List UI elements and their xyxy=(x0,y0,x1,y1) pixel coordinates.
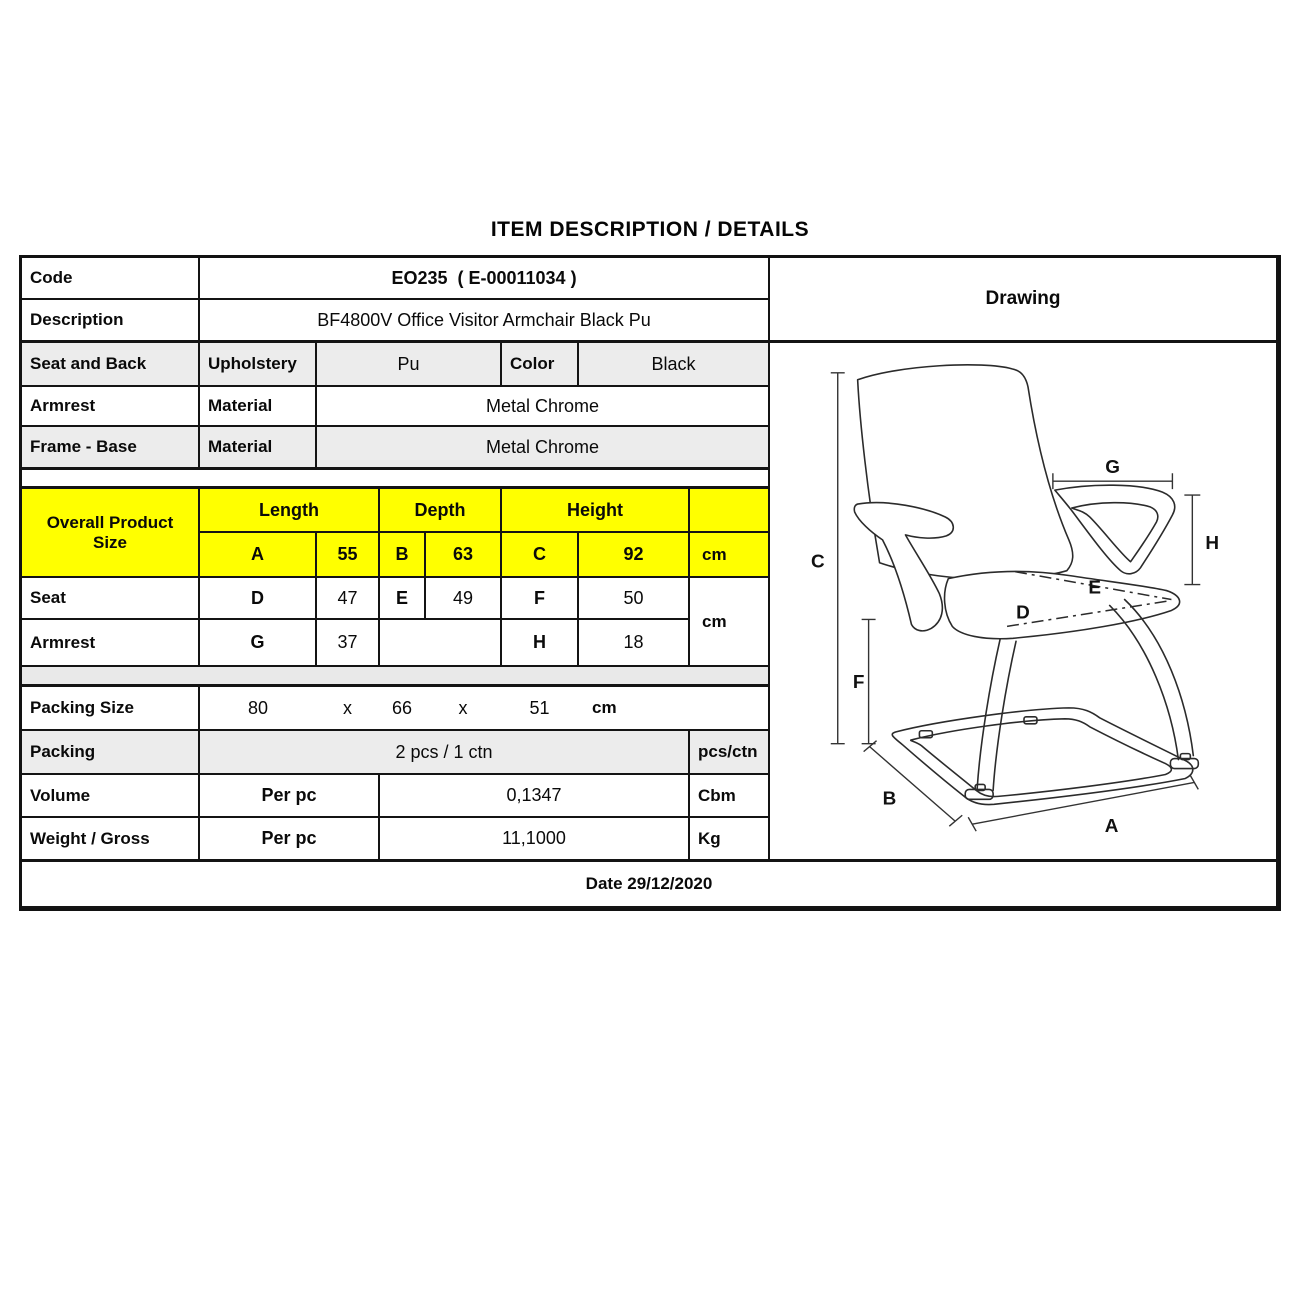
size-unit-header-cell xyxy=(690,489,770,533)
armrest-label: Armrest xyxy=(22,387,200,427)
page-title: ITEM DESCRIPTION / DETAILS xyxy=(490,218,810,241)
armrest-material-value: Metal Chrome xyxy=(317,387,770,427)
dim-line-h xyxy=(1184,495,1200,584)
packing-depth: 66 xyxy=(391,697,413,718)
packing-height: 51 xyxy=(529,697,550,718)
dim-e-value: 49 xyxy=(426,578,502,620)
spec-table xyxy=(19,255,1281,911)
volume-value: 0,1347 xyxy=(380,775,690,818)
weight-value: 11,1000 xyxy=(380,818,690,862)
drawing-label-b: B xyxy=(882,788,897,810)
dim-f-value: 50 xyxy=(579,578,690,620)
frame-base-label: Frame - Base xyxy=(22,427,200,470)
dim-g-value: 37 xyxy=(317,620,380,667)
frame-base-material-label: Material xyxy=(200,427,317,470)
volume-unit: Cbm xyxy=(690,775,770,818)
packing-size-unit: cm xyxy=(592,698,617,718)
drawing-area xyxy=(770,343,1278,862)
description-value: BF4800V Office Visitor Armchair Black Pu xyxy=(200,300,770,343)
packing-size-values xyxy=(200,687,770,731)
dim-b-value: 63 xyxy=(426,533,502,578)
color-label: Color xyxy=(502,343,579,387)
armrest-row-label: Armrest xyxy=(22,620,200,667)
seat-back-label: Seat and Back xyxy=(22,343,200,387)
dim-c-letter: C xyxy=(502,533,579,578)
separator-row xyxy=(22,470,770,489)
armrest-material-label: Material xyxy=(200,387,317,427)
date-row: Date 29/12/2020 xyxy=(22,862,1278,908)
packing-size-label: Packing Size xyxy=(22,687,200,731)
overall-size-label: Overall Product Size xyxy=(22,489,200,578)
overall-unit: cm xyxy=(690,533,770,578)
dim-e-letter: E xyxy=(380,578,426,620)
dim-b-letter: B xyxy=(380,533,426,578)
drawing-label-g: G xyxy=(1105,457,1121,479)
packing-length: 80 xyxy=(247,697,269,718)
description-label: Description xyxy=(22,300,200,343)
drawing-label-d: D xyxy=(1016,602,1030,624)
height-header: Height xyxy=(502,489,690,533)
dim-d-letter: D xyxy=(200,578,317,620)
dim-d-value: 47 xyxy=(317,578,380,620)
dim-h-value: 18 xyxy=(579,620,690,667)
armrest-empty-cell xyxy=(380,620,502,667)
packing-sep1: x xyxy=(343,697,352,718)
dim-line-c xyxy=(831,373,845,744)
color-value: Black xyxy=(579,343,770,387)
dim-f-letter: F xyxy=(502,578,579,620)
drawing-label-h: H xyxy=(1205,532,1220,554)
upholstery-value: Pu xyxy=(317,343,502,387)
volume-basis: Per pc xyxy=(200,775,380,818)
code-value: EO235 ( E-00011034 ) xyxy=(200,258,770,300)
weight-unit: Kg xyxy=(690,818,770,862)
drawing-header: Drawing xyxy=(770,258,1278,343)
volume-label: Volume xyxy=(22,775,200,818)
dim-g-letter: G xyxy=(200,620,317,667)
dim-a-letter: A xyxy=(200,533,317,578)
dim-c-value: 92 xyxy=(579,533,690,578)
seat-row-label: Seat xyxy=(22,578,200,620)
frame-base-material-value: Metal Chrome xyxy=(317,427,770,470)
packing-unit: pcs/ctn xyxy=(690,731,770,775)
packing-sep2: x xyxy=(458,697,468,718)
weight-label: Weight / Gross xyxy=(22,818,200,862)
dim-h-letter: H xyxy=(502,620,579,667)
length-header: Length xyxy=(200,489,380,533)
drawing-label-f: F xyxy=(852,672,865,693)
code-label: Code xyxy=(22,258,200,300)
chair-drawing xyxy=(770,343,1276,859)
drawing-label-e: E xyxy=(1088,577,1102,599)
weight-basis: Per pc xyxy=(200,818,380,862)
drawing-label-c: C xyxy=(810,551,825,573)
upholstery-label: Upholstery xyxy=(200,343,317,387)
packing-value: 2 pcs / 1 ctn xyxy=(200,731,690,775)
seat-armrest-unit: cm xyxy=(690,578,770,667)
packing-label: Packing xyxy=(22,731,200,775)
separator-row-gray xyxy=(22,667,770,687)
depth-header: Depth xyxy=(380,489,502,533)
dim-a-value: 55 xyxy=(317,533,380,578)
drawing-label-a: A xyxy=(1104,816,1119,838)
